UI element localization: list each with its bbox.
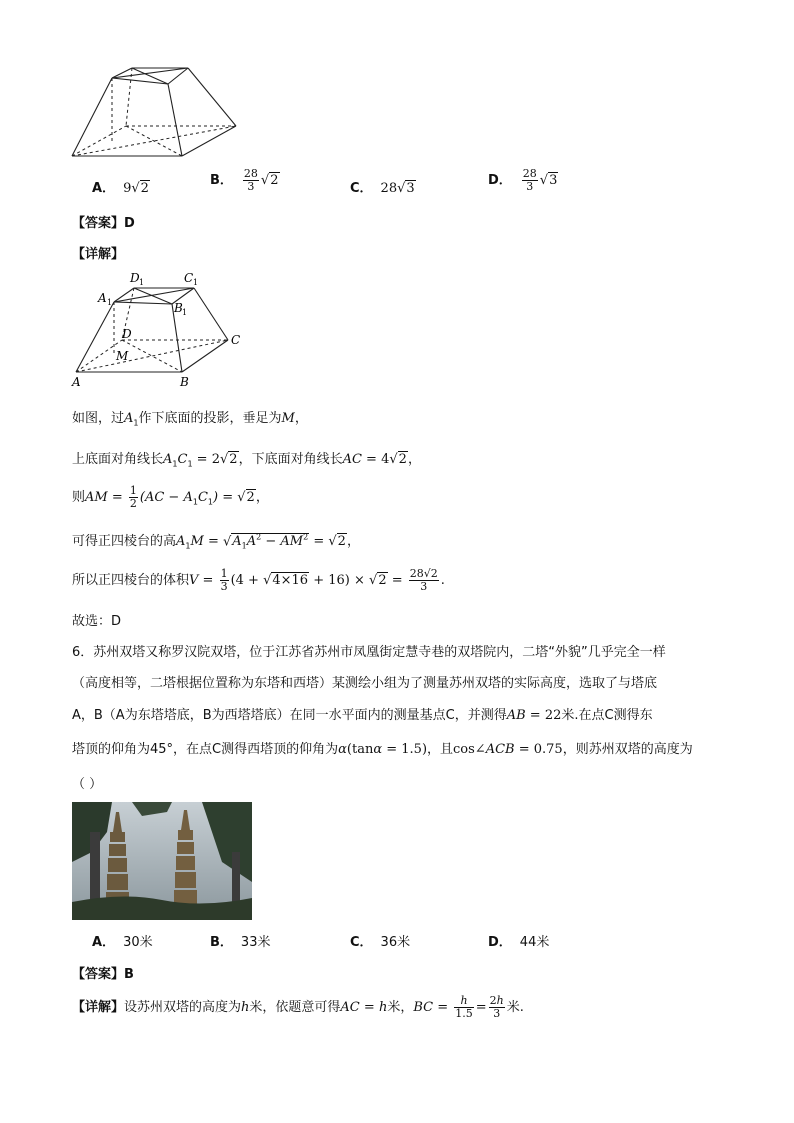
q6-option-b: B． 33米 <box>210 935 271 950</box>
label-a: A <box>72 375 81 389</box>
label-b1: B <box>174 301 183 315</box>
label-c1: C <box>184 271 194 285</box>
q5-option-b: B． $\frac{28}{3}$ √2 <box>210 167 279 193</box>
q5-detail-label: 【详解】 <box>72 247 125 262</box>
solution-line-5: 所以正四棱台的体积V = $\frac{1}{3}$ (4 + √4×16 + 16) × √2 = $\frac{28√2}{3}$ . <box>72 567 445 593</box>
svg-text:1: 1 <box>193 278 199 287</box>
q5-choose: 故选：D <box>72 614 122 629</box>
label-b: B <box>180 375 189 389</box>
frustum-figure <box>70 66 240 161</box>
q6-option-c: C． 36米 <box>350 935 411 950</box>
q6-option-d: D． 44米 <box>488 935 550 950</box>
label-m: M <box>116 349 129 363</box>
q6-text-1: 6．苏州双塔又称罗汉院双塔，位于江苏省苏州市凤凰街定慧寺巷的双塔院内，二塔“外貌”几乎完全一样 <box>72 645 666 660</box>
svg-text:1: 1 <box>139 278 145 287</box>
label-d1: D <box>130 271 140 285</box>
twin-pagodas-photo <box>72 802 252 920</box>
q6-text-5: （ ） <box>72 777 103 792</box>
q6-option-a: A． 30米 <box>92 935 153 950</box>
frustum-labeled-diagram <box>68 268 248 390</box>
q5-answer: 【答案】D <box>72 216 135 231</box>
solution-line-4: 可得正四棱台的高$A_1M = √A_1A^2 - AM^2 = √2$， <box>72 532 360 551</box>
label-a1: A <box>98 291 107 305</box>
solution-line-1: 如图，过$A_1$作下底面的投影，垂足为M， <box>72 411 308 428</box>
svg-text:1: 1 <box>182 308 188 317</box>
q5-option-d: D． $\frac{28}{3}$ √3 <box>488 167 558 193</box>
q6-detail: 【详解】设苏州双塔的高度为h米，依题意可得AC = h米，BC = $\frac{h}{1.5}$ = $\frac{2h}{3}$ 米. <box>72 994 524 1020</box>
svg-text:1: 1 <box>107 298 113 307</box>
q6-text-3: A，B（A为东塔塔底，B为西塔塔底）在同一水平面内的测量基点C，并测得AB = 22米.在点C测得东 <box>72 708 653 723</box>
q5-option-c: C． 28√3 <box>350 181 415 196</box>
q6-text-4: 塔顶的仰角为45°，在点C测得西塔顶的仰角为α(tanα = 1.5)，且cos∠ACB = 0.75，则苏州双塔的高度为 <box>72 742 693 757</box>
solution-line-3: 则AM = $\frac{1}{2}$ $(AC - A_1C_1) = √2$， <box>72 484 269 510</box>
q5-option-a: A． 9√2 <box>92 181 149 196</box>
solution-line-2: 上底面对角线长$A_1C_1 = 2√2$，下底面对角线长AC = 4√2， <box>72 452 421 469</box>
q6-answer: 【答案】B <box>72 967 134 982</box>
label-c: C <box>231 333 241 347</box>
label-d: D <box>122 327 132 341</box>
q6-text-2: （高度相等，二塔根据位置称为东塔和西塔）某测绘小组为了测量苏州双塔的实际高度，选取了与塔底 <box>72 676 658 691</box>
